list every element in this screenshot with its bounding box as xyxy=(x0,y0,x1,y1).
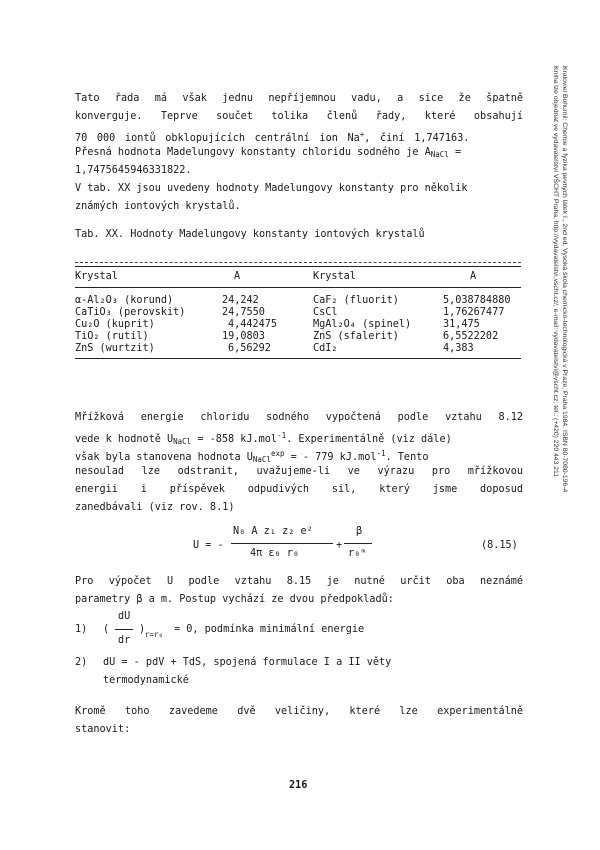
condition-number: 2) xyxy=(75,657,88,668)
table-top-rule-2 xyxy=(75,266,521,267)
paren-open: ( xyxy=(103,624,110,635)
text-line: V tab. XX jsou uvedeny hodnoty Madelungovy konstanty pro několik xyxy=(75,183,468,194)
equation-numerator-2: β xyxy=(356,526,363,537)
table-top-rule xyxy=(75,262,521,263)
fraction-bar-2 xyxy=(344,543,372,544)
table-cell: 1,76267477 xyxy=(443,307,505,318)
text-line: 70 000 iontů obklopujících centrální ion Na+, činí 1,747163. xyxy=(75,130,470,144)
condition-number: 1) xyxy=(75,624,88,635)
table-cell: 31,475 xyxy=(443,319,480,330)
table-cell: 24,7550 xyxy=(222,307,265,318)
text-line: Pro výpočet U podle vztahu 8.15 je nutné určit oba neznámé xyxy=(75,576,523,587)
equation-denominator-2: r₀ᵐ xyxy=(348,548,367,559)
side-citation-line-2: Kniha lze objednat ve vydavatelství VŠCHT Praha, http://vydavatelstvi.vscht.cz/, e-mail: vydavatelstvi@vscht.cz, tel.: (+420) 220 443 211 xyxy=(552,66,560,478)
side-citation xyxy=(552,66,578,586)
table-cell: 24,242 xyxy=(222,295,259,306)
text-line: Kromě toho zavedeme dvě veličiny, které lze experimentálně xyxy=(75,706,523,717)
table-cell: 4,383 xyxy=(443,343,474,354)
table-cell: 6,56292 xyxy=(228,343,271,354)
text-line: parametry β a m. Postup vychází ze dvou předpokladů: xyxy=(75,594,394,605)
table-header: A xyxy=(470,271,477,282)
equation-plus: + xyxy=(336,540,343,551)
condition-text: = 0, podmínka minimální energie xyxy=(174,624,365,635)
table-header-rule xyxy=(75,287,521,288)
table-cell: CaTiO₃ (perovskit) xyxy=(75,307,186,318)
paren-close: ) xyxy=(139,624,146,635)
text-line: Mřížková energie chloridu sodného vypočtená podle vztahu 8.12 xyxy=(75,412,523,423)
text-line: zanedbávali (viz rov. 8.1) xyxy=(75,502,235,513)
text-line: nesoulad lze odstranit, uvažujeme-li ve výrazu pro mřížkovou xyxy=(75,466,523,477)
text-line: energii i příspěvek odpudivých sil, který jsme doposud xyxy=(75,484,523,495)
condition-text: dU = - pdV + TdS, spojená formulace I a II věty xyxy=(103,657,392,668)
text-line: 1,7475645946331822. xyxy=(75,165,192,176)
table-cell: ZnS (wurtzit) xyxy=(75,343,155,354)
table-header: A xyxy=(234,271,241,282)
fraction-bar xyxy=(231,543,333,544)
table-cell: 4,442475 xyxy=(228,319,278,330)
equation-number: (8.15) xyxy=(481,540,518,551)
derivative-numerator: dU xyxy=(118,611,131,622)
table-caption: Tab. XX. Hodnoty Madelungovy konstanty iontových krystalů xyxy=(75,229,425,240)
table-cell: CdI₂ xyxy=(313,343,338,354)
table-cell: 6,5522202 xyxy=(443,331,499,342)
text-line: stanovit: xyxy=(75,724,131,735)
text-line: známých iontových krystalů. xyxy=(75,201,241,212)
equation-lhs: U = - xyxy=(193,540,224,551)
equation-numerator: N₀ A z₁ z₂ e² xyxy=(233,526,313,537)
condition-subscript: r=r₀ xyxy=(145,630,164,639)
page-number: 216 xyxy=(289,780,308,791)
table-cell: 5,038784880 xyxy=(443,295,511,306)
table-cell: ZnS (sfalerit) xyxy=(313,331,399,342)
text-line: vede k hodnotě $U_{NaCl} = -858$ kJ.mol$^{-1}$. Experimentálně (viz dále) xyxy=(75,431,452,446)
derivative-denominator: dr xyxy=(118,635,131,646)
text-line: Přesná hodnota Madelungovy konstanty chloridu sodného je $A_{NaCl}$ = xyxy=(75,147,462,159)
table-cell: TiO₂ (rutil) xyxy=(75,331,149,342)
text-line: Tato řada má však jednu nepříjemnou vadu, a sice že špatně xyxy=(75,93,523,104)
derivative-bar xyxy=(115,629,133,630)
side-citation-line-1: Kraloviel Bohumil: Chemie a fyzika pevných látek I., 2nd ed. Vysoká škola chemicko-technologická v Praze, Praha 1984. ISBN 80-7080-196-4 xyxy=(561,66,568,493)
equation-denominator: 4π ε₀ r₀ xyxy=(250,548,300,559)
table-cell: α-Al₂O₃ (korund) xyxy=(75,295,174,306)
text-line: však byla stanovena hodnota $U_{NaCl}^{exp}$ = - 779 kJ.mol$^{-1}$. Tento xyxy=(75,449,429,464)
table-cell: MgAl₂O₄ (spinel) xyxy=(313,319,412,330)
table-header: Krystal xyxy=(313,271,356,282)
text-line: konverguje. Teprve součet tolika členů řady, které obsahují xyxy=(75,111,523,122)
table-cell: CaF₂ (fluorit) xyxy=(313,295,399,306)
table-bottom-rule xyxy=(75,358,521,359)
table-cell: CsCl xyxy=(313,307,338,318)
condition-text: termodynamické xyxy=(103,675,189,686)
table-cell: Cu₂O (kuprit) xyxy=(75,319,155,330)
table-cell: 19,0803 xyxy=(222,331,265,342)
table-header: Krystal xyxy=(75,271,118,282)
